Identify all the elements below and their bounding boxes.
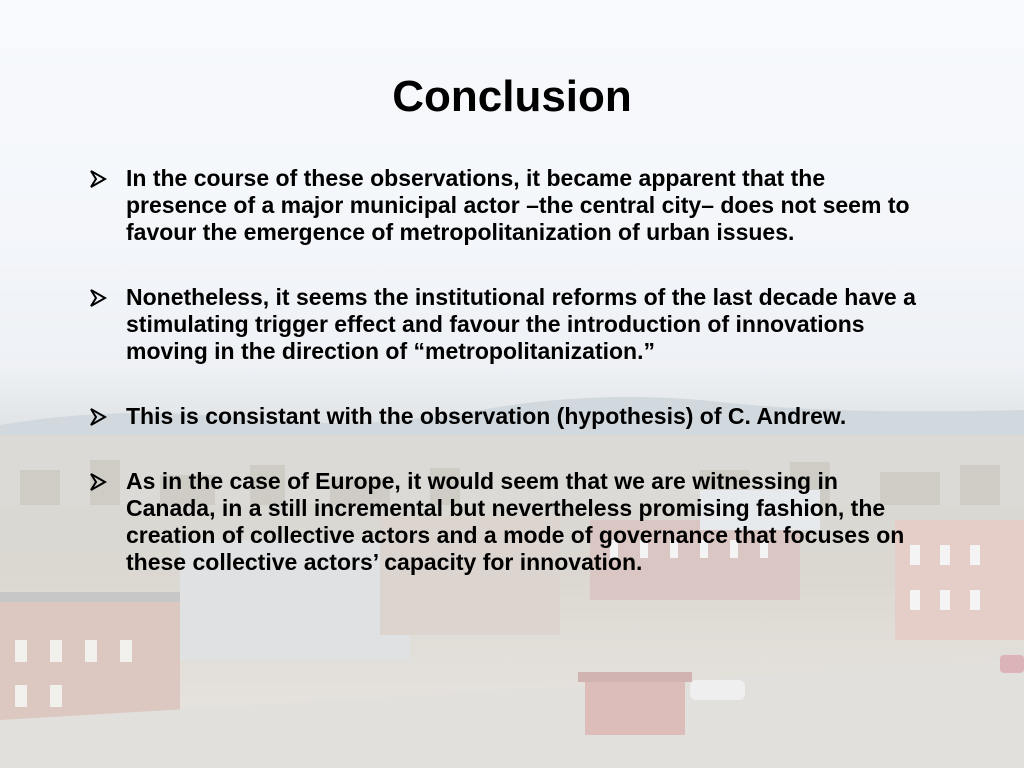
arrow-bullet-icon (88, 169, 108, 189)
arrow-bullet-icon (88, 288, 108, 308)
bullet-item (88, 165, 918, 246)
bullet-text: In the course of these observations, it became apparent that the presence of a major municipal actor –the central city– does not seem to favour the emergence of metropolitanization of urban issues. (126, 165, 910, 245)
bullet-item (88, 284, 918, 365)
bullet-text: As in the case of Europe, it would seem that we are witnessing in Canada, in a still incremental but nevertheless promising fashion, the creation of collective actors and a mode of governance that focuses on these collective actors’ capacity for innovation. (126, 468, 905, 575)
arrow-bullet-icon (88, 472, 108, 492)
bullet-item (88, 403, 918, 430)
slide-title: Conclusion (392, 72, 632, 121)
bullet-item (88, 468, 918, 576)
bullet-text: Nonetheless, it seems the institutional reforms of the last decade have a stimulating trigger effect and favour the introduction of innovations moving in the direction of “metropolitanization.” (126, 284, 916, 364)
bullet-text: This is consistant with the observation (hypothesis) of C. Andrew. (126, 403, 847, 429)
arrow-bullet-icon (88, 407, 108, 427)
bullet-list (88, 165, 918, 576)
